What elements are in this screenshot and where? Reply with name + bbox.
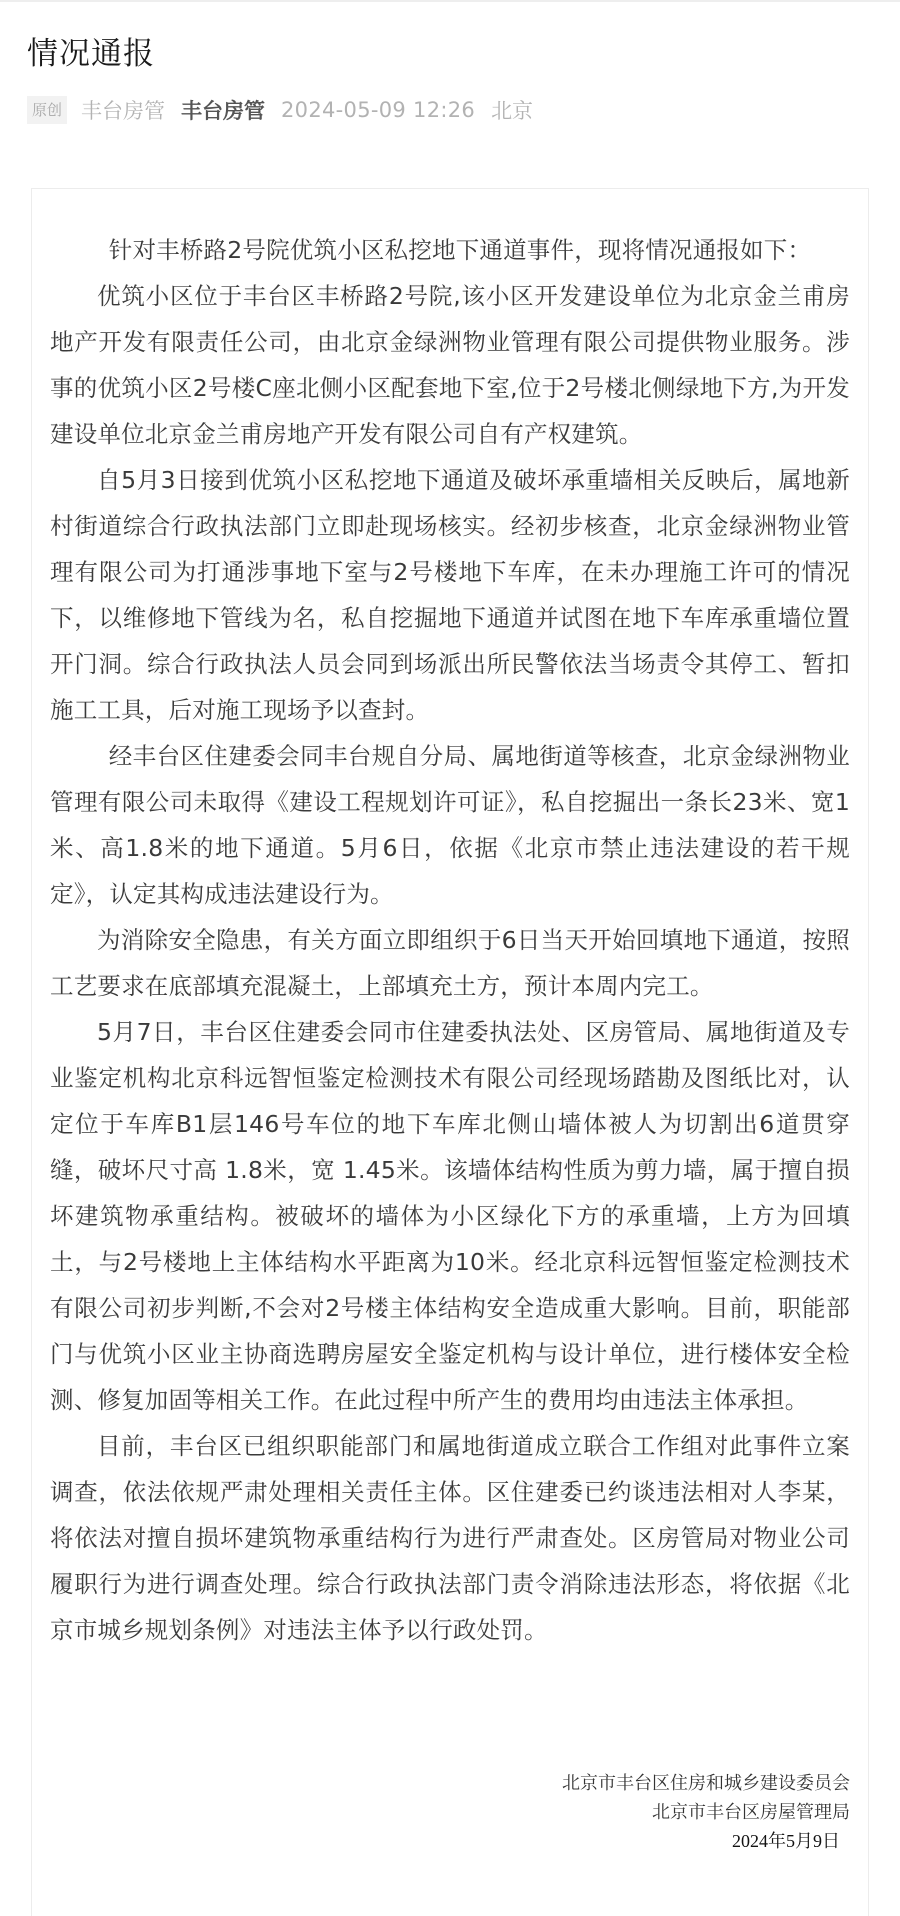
paragraph-initial-check: 自5月3日接到优筑小区私挖地下通道及破坏承重墙相关反映后，属地新村街道综合行政执法部门立即赴现场核实。经初步核查，北京金绿洲物业管理有限公司为打通涉事地下室与2号楼地下车库，在未办理施工许可的情况下，以维修地下管线为名，私自挖掘地下通道并试图在地下车库承重墙位置开门洞。综合行政执法人员会同到场派出所民警依法当场责令其停工、暂扣施工工具，后对施工现场予以查封。	[50, 466, 850, 724]
publish-location: 北京	[491, 99, 534, 123]
paragraph-backfill: 为消除安全隐患，有关方面立即组织于6日当天开始回填地下通道，按照工艺要求在底部填充混凝土，上部填充土方，预计本周内完工。	[50, 926, 850, 1000]
paragraph-background: 优筑小区位于丰台区丰桥路2号院,该小区开发建设单位为北京金兰甫房地产开发有限责任公司，由北京金绿洲物业管理有限公司提供物业服务。涉事的优筑小区2号楼C座北侧小区配套地下室,位于2号楼北侧绿地下方,为开发建设单位北京金兰甫房地产开发有限公司自有产权建筑。	[50, 282, 850, 448]
paragraph-intro: 针对丰桥路2号院优筑小区私挖地下通道事件，现将情况通报如下：	[108, 236, 812, 264]
paragraph-inspection: 5月7日，丰台区住建委会同市住建委执法处、区房管局、属地街道及专业鉴定机构北京科远智恒鉴定检测技术有限公司经现场踏勘及图纸比对，认定位于车库B1层146号车位的地下车库北侧山墙体被人为切割出6道贯穿缝，破坏尺寸高 1.8米，宽 1.45米。该墙体结构性质为剪力墙，属于擅自损坏建筑物承重结构。被破坏的墙体为小区绿化下方的承重墙，上方为回填土，与2号楼地上主体结构水平距离为10米。经北京科远智恒鉴定检测技术有限公司初步判断,不会对2号楼主体结构安全造成重大影响。目前，职能部门与优筑小区业主协商选聘房屋安全鉴定机构与设计单位，进行楼体安全检测、修复加固等相关工作。在此过程中所产生的费用均由违法主体承担。	[50, 1018, 850, 1414]
author-name: 丰台房管	[81, 99, 166, 123]
original-badge: 原创	[27, 96, 67, 124]
publish-time: 2024-05-09 12:26	[281, 98, 476, 122]
account-link[interactable]: 丰台房管	[181, 99, 266, 123]
issuer-housing-bureau: 北京市丰台区房屋管理局	[652, 1802, 850, 1823]
signature-date: 2024年5月9日	[732, 1831, 840, 1851]
paragraph-verification: 经丰台区住建委会同丰台规自分局、属地街道等核查，北京金绿洲物业管理有限公司未取得《建设工程规划许可证》，私自挖掘出一条长23米、宽1米、高1.8米的地下通道。5月6日，依据《北京市禁止违法建设的若干规定》，认定其构成违法建设行为。	[50, 742, 850, 908]
top-divider	[0, 0, 900, 2]
article-title: 情况通报	[27, 36, 155, 72]
article-meta	[27, 94, 533, 126]
paragraph-investigation: 目前，丰台区已组织职能部门和属地街道成立联合工作组对此事件立案调查，依法依规严肃处理相关责任主体。区住建委已约谈违法相对人李某，将依法对擅自损坏建筑物承重结构行为进行严肃查处。区房管局对物业公司履职行为进行调查处理。综合行政执法部门责令消除违法形态，将依据《北京市城乡规划条例》对违法主体予以行政处罚。	[50, 1432, 850, 1644]
notice-body	[50, 227, 850, 1653]
signature-block	[562, 1769, 850, 1856]
notice-document-image	[31, 188, 869, 1916]
issuer-housing-commission: 北京市丰台区住房和城乡建设委员会	[562, 1773, 850, 1794]
